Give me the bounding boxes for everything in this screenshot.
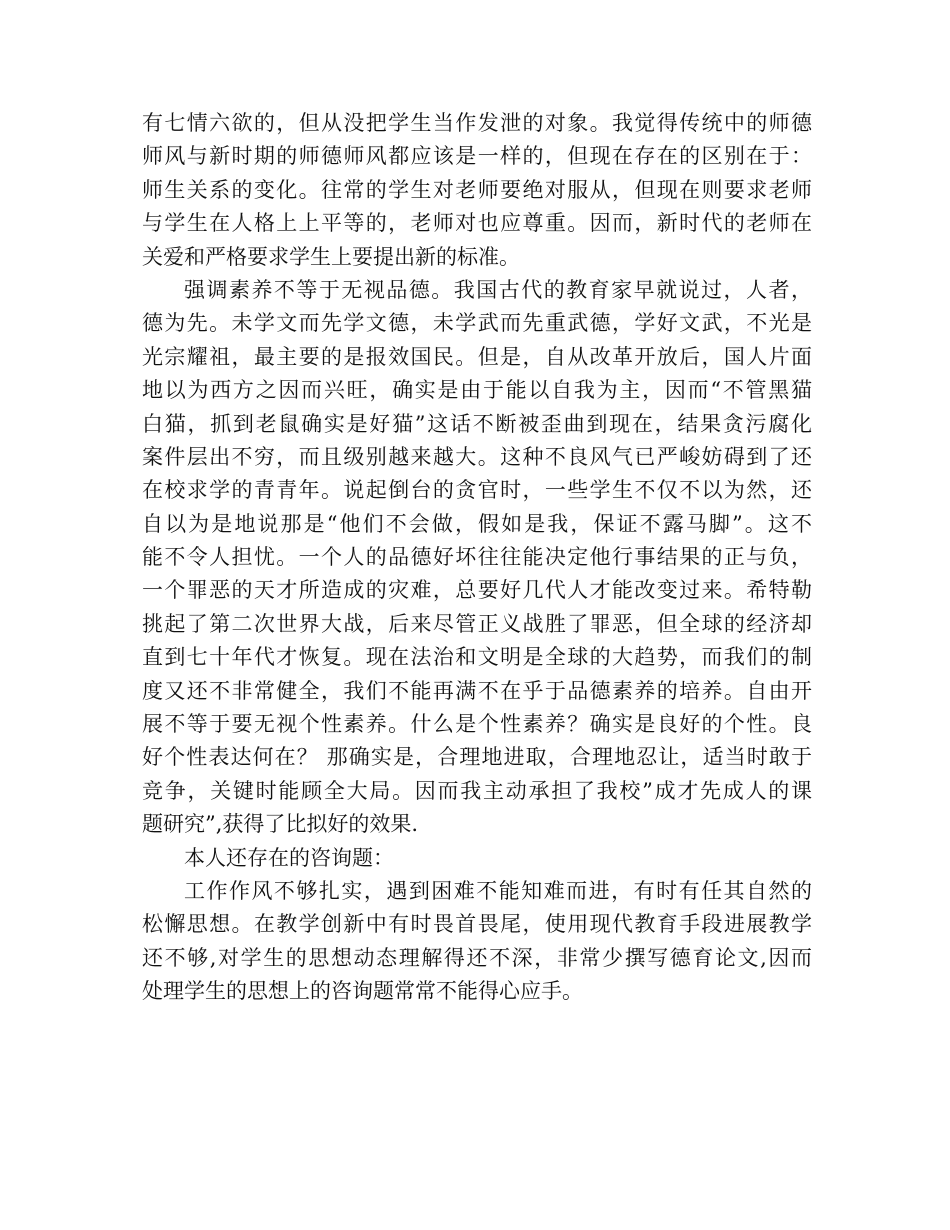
text-line: 白猫，抓到老鼠确实是好猫”这话不断被歪曲到现在，结果贪污腐化: [142, 411, 812, 436]
text-line: 直到七十年代才恢复。现在法治和文明是全球的大趋势，而我们的制: [142, 645, 812, 670]
text-line: 德为先。未学文而先学文德，未学武而先重武德，学好文武，不光是: [142, 311, 812, 336]
text-line: 光宗耀祖，最主要的是报效国民。但是，自从改革开放后，国人片面: [142, 344, 812, 369]
text-line: 工作作风不够扎实，遇到困难不能知难而进，有时有任其自然的: [184, 878, 812, 903]
text-line: 在校求学的青青年。说起倒台的贪官时，一些学生不仅不以为然，还: [142, 478, 812, 503]
text-line: 题研究”,获得了比拟好的效果.: [142, 812, 419, 837]
text-line: 强调素养不等于无视品德。我国古代的教育家早就说过，人者，: [184, 277, 812, 302]
text-line: 好个性表达何在？ 那确实是，合理地进取，合理地忍让，适当时敢于: [142, 745, 812, 770]
text-line: 度又还不非常健全，我们不能再满不在乎于品德素养的培养。自由开: [142, 678, 812, 703]
text-line: 松懈思想。在教学创新中有时畏首畏尾，使用现代教育手段进展教学: [142, 912, 812, 937]
text-line: 处理学生的思想上的咨询题常常不能得心应手。: [142, 979, 583, 1004]
text-line: 关爱和严格要求学生上要提出新的标准。: [142, 244, 520, 269]
text-line: 地以为西方之因而兴旺，确实是由于能以自我为主，因而“不管黑猫: [142, 378, 812, 403]
text-line: 一个罪恶的天才所造成的灾难，总要好几代人才能改变过来。希特勒: [142, 578, 812, 603]
text-line: 竞争，关键时能顾全大局。因而我主动承担了我校”成才先成人的课: [142, 778, 812, 803]
text-line: 能不令人担忧。一个人的品德好坏往往能决定他行事结果的正与负，: [142, 545, 812, 570]
text-line: 本人还存在的咨询题：: [184, 845, 394, 870]
text-line: 师生关系的变化。往常的学生对老师要绝对服从，但现在则要求老师: [142, 177, 812, 202]
text-line: 师风与新时期的师德师风都应该是一样的，但现在存在的区别在于：: [142, 144, 812, 169]
text-line: 还不够,对学生的思想动态理解得还不深，非常少撰写德育论文,因而: [142, 945, 812, 970]
text-line: 案件层出不穷，而且级别越来越大。这种不良风气已严峻妨碍到了还: [142, 444, 812, 469]
text-line: 有七情六欲的，但从没把学生当作发泄的对象。我觉得传统中的师德: [142, 111, 812, 135]
text-line: 自以为是地说那是“他们不会做，假如是我，保证不露马脚”。这不: [142, 511, 812, 536]
text-line: 与学生在人格上上平等的，老师对也应尊重。因而，新时代的老师在: [142, 211, 812, 236]
body-text: [142, 107, 812, 1009]
text-line: 挑起了第二次世界大战，后来尽管正义战胜了罪恶，但全球的经济却: [142, 611, 812, 636]
text-line: 展不等于要无视个性素养。什么是个性素养？确实是良好的个性。良: [142, 712, 812, 737]
